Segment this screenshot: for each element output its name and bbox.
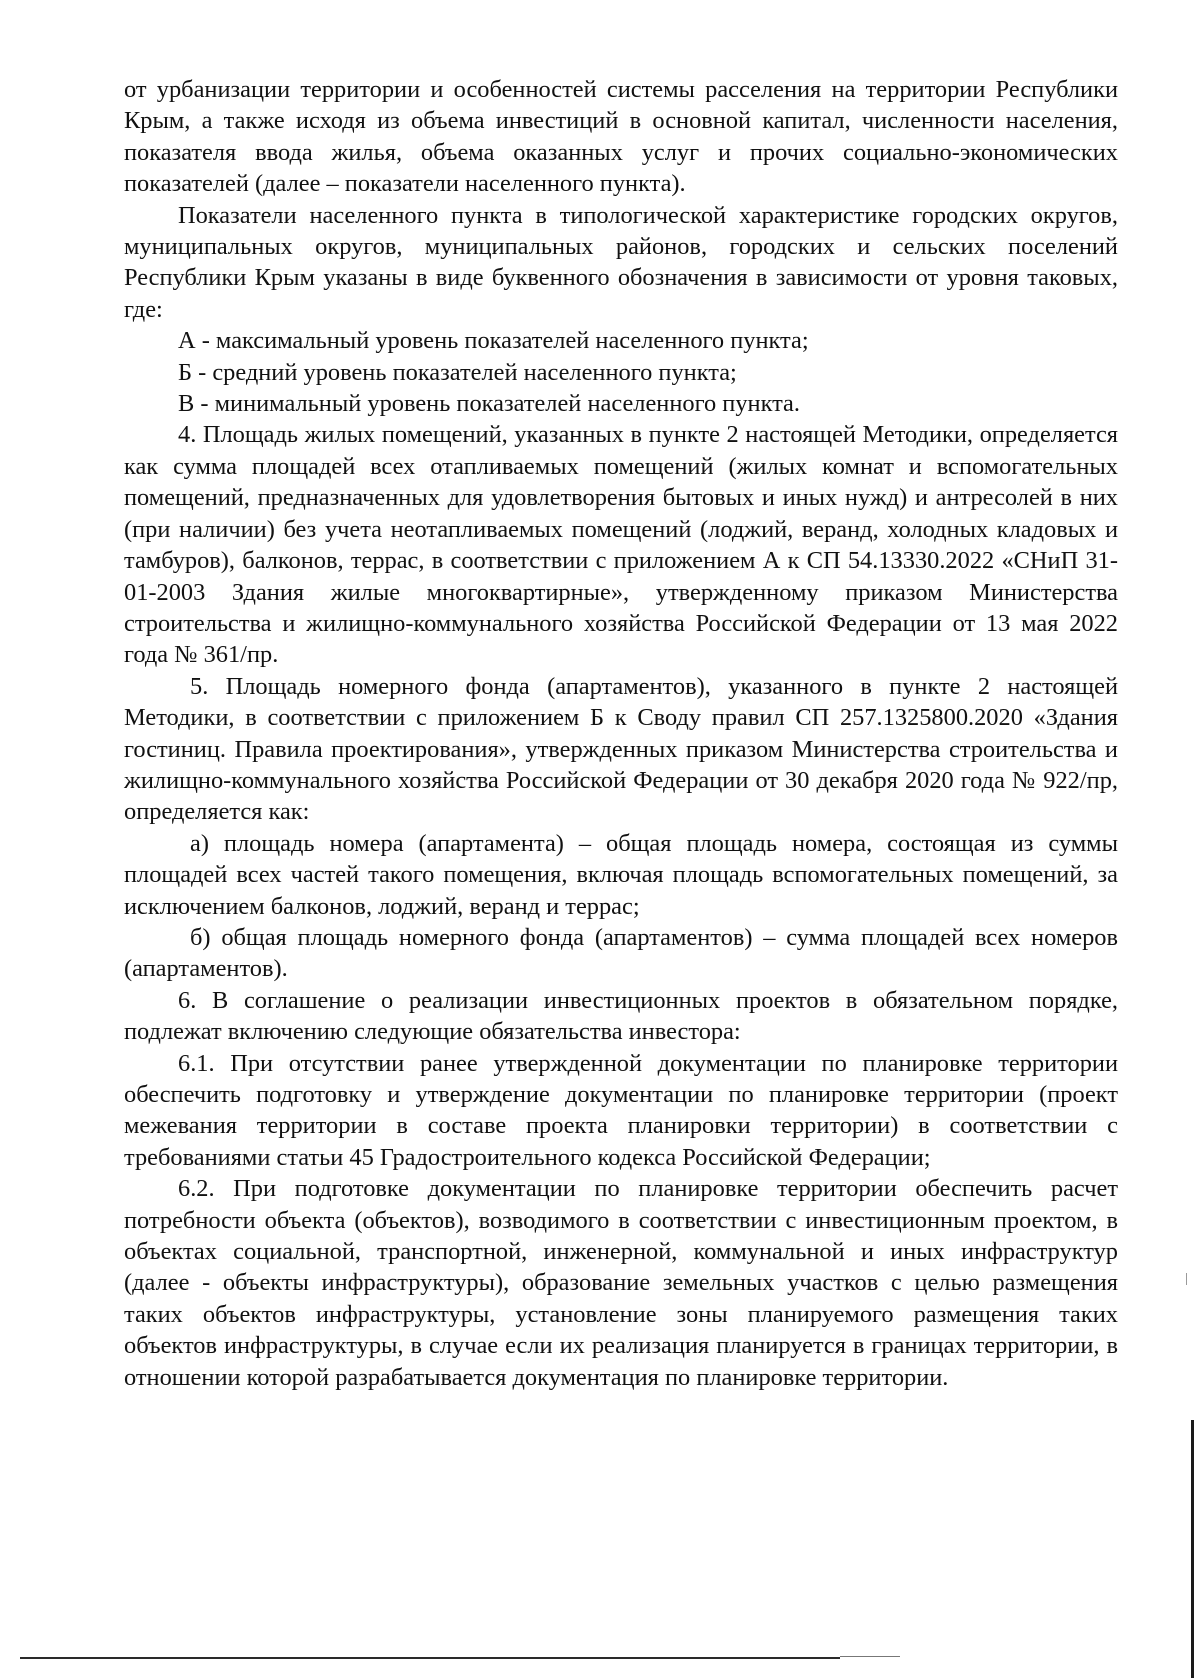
scan-bottom-line-faint <box>840 1656 900 1657</box>
paragraph-item-4: 4. Площадь жилых помещений, указанных в пункте 2 настоящей Методики, определяется как сумма площадей всех отапливаемых помещений (жилых комнат и вспомогательных помещений, предназначенных для удовлетворения бытовых и иных нужд) и антресолей в них (при наличии) без учета неотапливаемых помещений (лоджий, веранд, холодных кладовых и тамбуров), балконов, террас, в соответствии с приложением А к СП 54.13330.2022 «СНиП 31-01-2003 Здания жилые многоквартирные», утвержденному приказом Министерства строительства и жилищно-коммунального хозяйства Российской Федерации от 13 мая 2022 года № 361/пр. <box>124 421 1118 669</box>
document-body <box>124 74 1118 1393</box>
scan-bottom-line <box>20 1657 840 1659</box>
paragraph-item-6: 6. В соглашение о реализации инвестиционных проектов в обязательном порядке, подлежат включению следующие обязательства инвестора: <box>124 986 1118 1046</box>
paragraph-level-b: Б - средний уровень показателей населенного пункта; <box>178 358 737 386</box>
paragraph-indicators: Показатели населенного пункта в типологической характеристике городских округов, муниципальных округов, муниципальных районов, городских и сельских поселений Республики Крым указаны в виде буквенного обозначения в зависимости от уровня таковых, где: <box>124 201 1118 323</box>
paragraph-item-5b: б) общая площадь номерного фонда (апартаментов) – сумма площадей всех номеров (апартаментов). <box>124 923 1118 983</box>
paragraph-item-6-1: 6.1. При отсутствии ранее утвержденной документации по планировке территории обеспечить подготовку и утверждение документации по планировке территории (проект межевания территории в составе проекта планировки территории) в соответствии с требованиями статьи 45 Градостроительного кодекса Российской Федерации; <box>124 1049 1118 1171</box>
paragraph-level-v: В - минимальный уровень показателей населенного пункта. <box>178 390 800 418</box>
paragraph-continuation: от урбанизации территории и особенностей системы расселения на территории Республики Крым, а также исходя из объема инвестиций в основной капитал, численности населения, показателя ввода жилья, объема оказанных услуг и прочих социально-экономических показателей (далее – показатели населенного пункта). <box>124 76 1118 198</box>
paragraph-item-5a: а) площадь номера (апартамента) – общая площадь номера, состоящая из суммы площадей всех частей такого помещения, включая площадь вспомогательных помещений, за исключением балконов, лоджий, веранд и террас; <box>124 829 1118 920</box>
paragraph-level-a: А - максимальный уровень показателей населенного пункта; <box>178 327 809 355</box>
paragraph-item-6-2: 6.2. При подготовке документации по планировке территории обеспечить расчет потребности объекта (объектов), возводимого в соответствии с инвестиционным проектом, в объектах социальной, транспортной, инженерной, коммунальной и иных инфраструктур (далее - объекты инфраструктуры), образование земельных участков с целью размещения таких объектов инфраструктуры, установление зоны планируемого размещения таких объектов инфраструктуры, в случае если их реализация планируется в границах территории, в отношении которой разрабатывается документация по планировке территории. <box>124 1175 1118 1391</box>
scan-edge-line <box>1191 1420 1194 1678</box>
scan-mark <box>1186 1273 1187 1285</box>
paragraph-item-5: 5. Площадь номерного фонда (апартаментов), указанного в пункте 2 настоящей Методики, в соответствии с приложением Б к Своду правил СП 257.1325800.2020 «Здания гостиниц. Правила проектирования», утвержденных приказом Министерства строительства и жилищно-коммунального хозяйства Российской Федерации от 30 декабря 2020 года № 922/пр, определяется как: <box>124 672 1118 826</box>
